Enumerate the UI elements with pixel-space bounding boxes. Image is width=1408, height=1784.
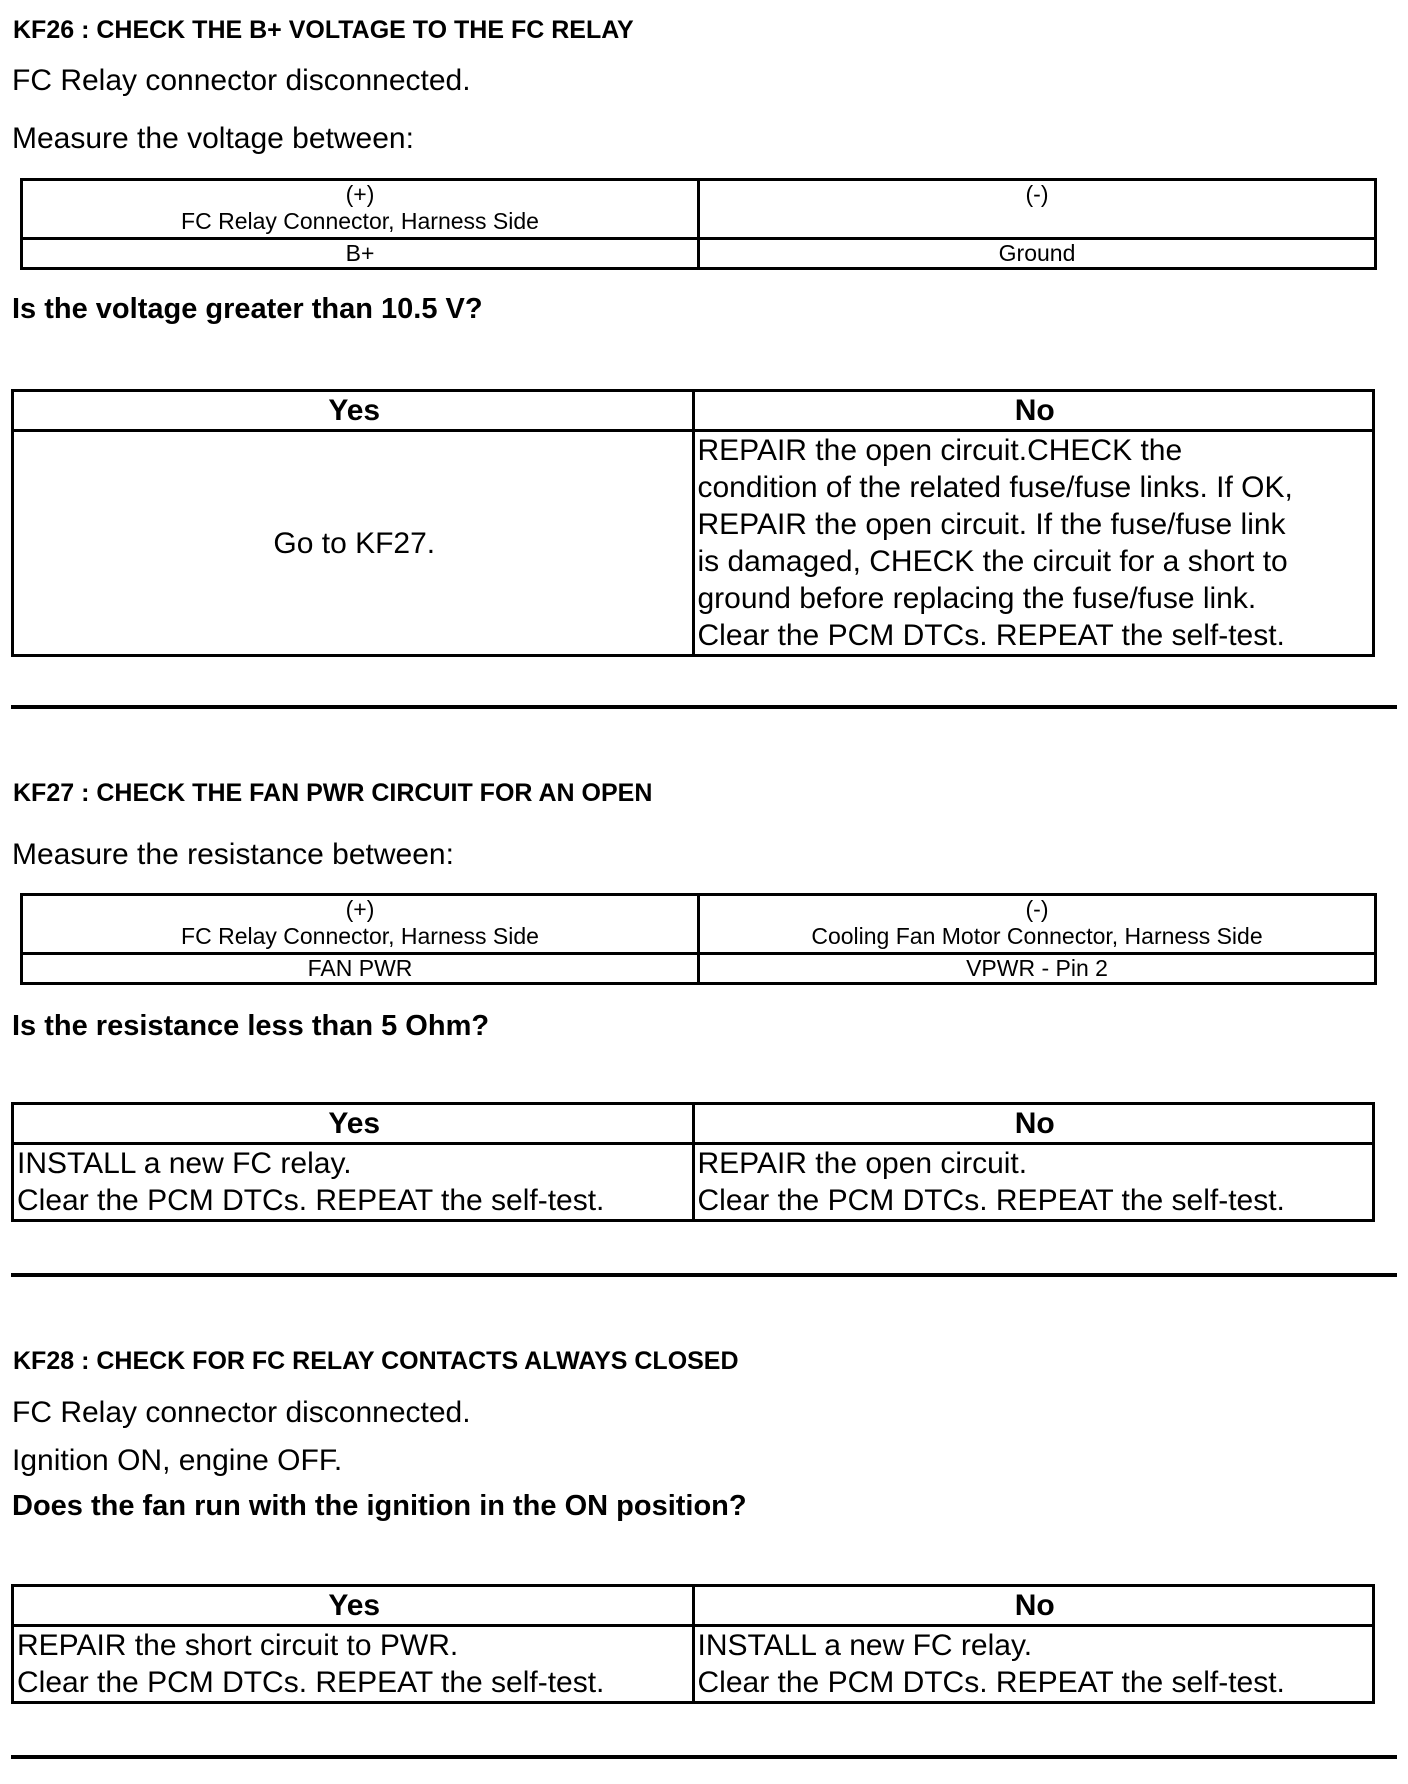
kf28-title: KF28 : CHECK FOR FC RELAY CONTACTS ALWAYS CLOSED — [13, 1347, 739, 1375]
no-action — [693, 431, 1374, 656]
yes-line: Clear the PCM DTCs. REPEAT the self-test. — [17, 1184, 605, 1217]
plus-header — [22, 895, 699, 954]
no-header: No — [693, 391, 1374, 431]
kf27-result-table — [11, 1102, 1375, 1222]
no-line: Clear the PCM DTCs. REPEAT the self-test. — [697, 1184, 1285, 1217]
plus-desc: FC Relay Connector, Harness Side — [181, 923, 539, 949]
yes-header: Yes — [13, 391, 694, 431]
no-line: REPAIR the open circuit. If the fuse/fuse link — [697, 508, 1286, 541]
no-line: ground before replacing the fuse/fuse link. — [697, 582, 1257, 615]
kf27-question: Is the resistance less than 5 Ohm? — [12, 1010, 490, 1042]
kf27-title: KF27 : CHECK THE FAN PWR CIRCUIT FOR AN OPEN — [13, 779, 653, 807]
plus-header — [22, 180, 699, 239]
no-line: Clear the PCM DTCs. REPEAT the self-test. — [697, 619, 1285, 652]
kf26-instruction: Measure the voltage between: — [12, 122, 414, 155]
no-header: No — [693, 1104, 1374, 1144]
kf26-measure-table — [20, 178, 1377, 270]
kf26-result-table — [11, 389, 1375, 657]
minus-desc: Cooling Fan Motor Connector, Harness Side — [811, 923, 1263, 949]
yes-action: Go to KF27. — [13, 431, 694, 656]
plus-label: (+) — [345, 896, 375, 922]
plus-value: FAN PWR — [22, 954, 699, 984]
no-line: REPAIR the open circuit.CHECK the — [697, 434, 1183, 467]
minus-value: Ground — [699, 239, 1376, 269]
no-line: INSTALL a new FC relay. — [697, 1629, 1033, 1662]
kf28-condition-2: Ignition ON, engine OFF. — [12, 1444, 343, 1477]
no-line: condition of the related fuse/fuse links. If OK, — [697, 471, 1293, 504]
no-action — [693, 1626, 1374, 1703]
minus-label: (-) — [1025, 896, 1049, 922]
yes-action — [13, 1144, 694, 1221]
minus-header — [699, 895, 1376, 954]
yes-header: Yes — [13, 1586, 694, 1626]
yes-line: INSTALL a new FC relay. — [17, 1147, 352, 1180]
kf27-measure-table — [20, 893, 1377, 985]
minus-label: (-) — [1025, 181, 1049, 207]
yes-action — [13, 1626, 694, 1703]
no-action — [693, 1144, 1374, 1221]
yes-line: REPAIR the short circuit to PWR. — [17, 1629, 459, 1662]
kf28-condition: FC Relay connector disconnected. — [12, 1396, 471, 1429]
minus-header — [699, 180, 1376, 239]
no-line: Clear the PCM DTCs. REPEAT the self-test. — [697, 1666, 1285, 1699]
plus-value: B+ — [22, 239, 699, 269]
kf27-instruction: Measure the resistance between: — [12, 838, 454, 871]
kf26-question: Is the voltage greater than 10.5 V? — [12, 293, 483, 325]
kf26-condition: FC Relay connector disconnected. — [12, 64, 471, 97]
plus-desc: FC Relay Connector, Harness Side — [181, 208, 539, 234]
no-line: is damaged, CHECK the circuit for a short to — [697, 545, 1288, 578]
yes-line: Clear the PCM DTCs. REPEAT the self-test. — [17, 1666, 605, 1699]
kf26-title: KF26 : CHECK THE B+ VOLTAGE TO THE FC RELAY — [13, 16, 634, 44]
kf28-result-table — [11, 1584, 1375, 1704]
plus-label: (+) — [345, 181, 375, 207]
section-divider — [11, 1755, 1397, 1759]
section-divider — [11, 1273, 1397, 1277]
yes-header: Yes — [13, 1104, 694, 1144]
no-header: No — [693, 1586, 1374, 1626]
no-line: REPAIR the open circuit. — [697, 1147, 1028, 1180]
kf28-question: Does the fan run with the ignition in the ON position? — [12, 1490, 747, 1522]
minus-value: VPWR - Pin 2 — [699, 954, 1376, 984]
section-divider — [11, 705, 1397, 709]
